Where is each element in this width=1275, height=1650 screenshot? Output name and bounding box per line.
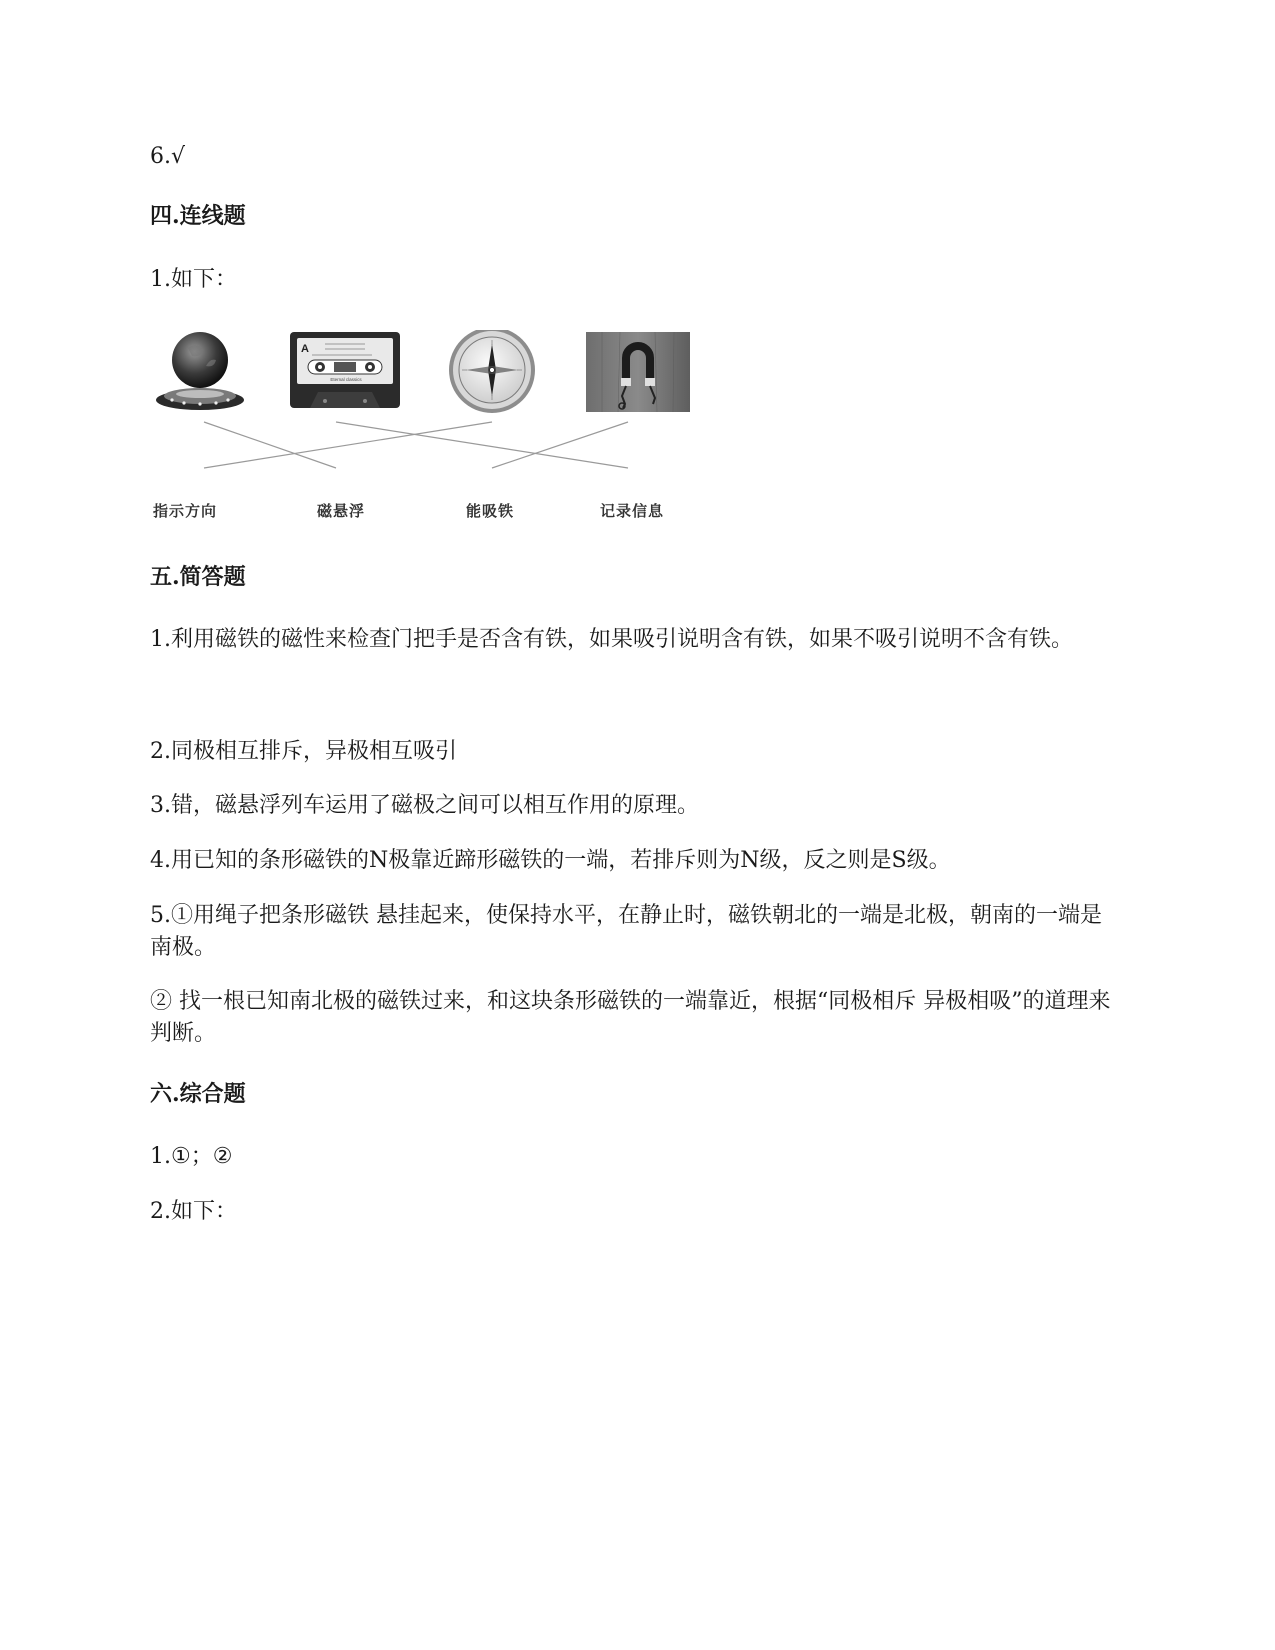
answer-5-3: 3.错，磁悬浮列车运用了磁极之间可以相互作用的原理。 — [150, 793, 699, 818]
maglev-globe-image — [156, 332, 244, 410]
section-4-heading: 四.连线题 — [150, 203, 246, 229]
label-maglev: 磁悬浮 — [317, 502, 366, 520]
answer-5-5a: 5.①用绳子把条形磁铁 悬挂起来，使保持水平，在静止时，磁铁朝北的一端是北极，朝南的一端是南极。 — [150, 903, 1102, 960]
answer-6-1: 1.①；② — [150, 1144, 233, 1169]
answer-5-5b: ② 找一根已知南北极的磁铁过来，和这块条形磁铁的一端靠近，根据“同极相斥 异极相吸”的道理来判断。 — [150, 989, 1111, 1046]
line-maglev-to-label — [204, 422, 336, 468]
cassette-tape-image — [290, 332, 400, 408]
line-cassette-to-label — [336, 422, 628, 468]
matching-figure — [150, 330, 730, 530]
line-compass-to-label — [204, 422, 492, 468]
label-record-info: 记录信息 — [600, 502, 665, 520]
compass-image — [449, 330, 535, 413]
line-magnet-to-label — [492, 422, 628, 468]
answer-6-2: 2.如下： — [150, 1199, 237, 1224]
section-5-heading: 五.简答题 — [150, 564, 246, 590]
label-point-direction: 指示方向 — [153, 502, 218, 520]
answer-4-1: 1.如下： — [150, 267, 237, 292]
answer-5-1: 1.利用磁铁的磁性来检查门把手是否含有铁，如果吸引说明含有铁，如果不吸引说明不含有铁。 — [150, 627, 1073, 652]
magnet-keys-image — [586, 332, 690, 412]
answer-5-2: 2.同极相互排斥，异极相互吸引 — [150, 739, 457, 764]
answer-3-6: 6.√ — [150, 144, 186, 169]
matching-lines — [204, 422, 628, 468]
label-attract-iron: 能吸铁 — [466, 502, 515, 520]
cassette-brand-label: Eternal classics — [330, 377, 362, 382]
section-6-heading: 六.综合题 — [150, 1081, 246, 1107]
answer-5-4: 4.用已知的条形磁铁的N极靠近蹄形磁铁的一端，若排斥则为N级，反之则是S级。 — [150, 848, 951, 873]
cassette-side-label: A — [301, 343, 309, 355]
